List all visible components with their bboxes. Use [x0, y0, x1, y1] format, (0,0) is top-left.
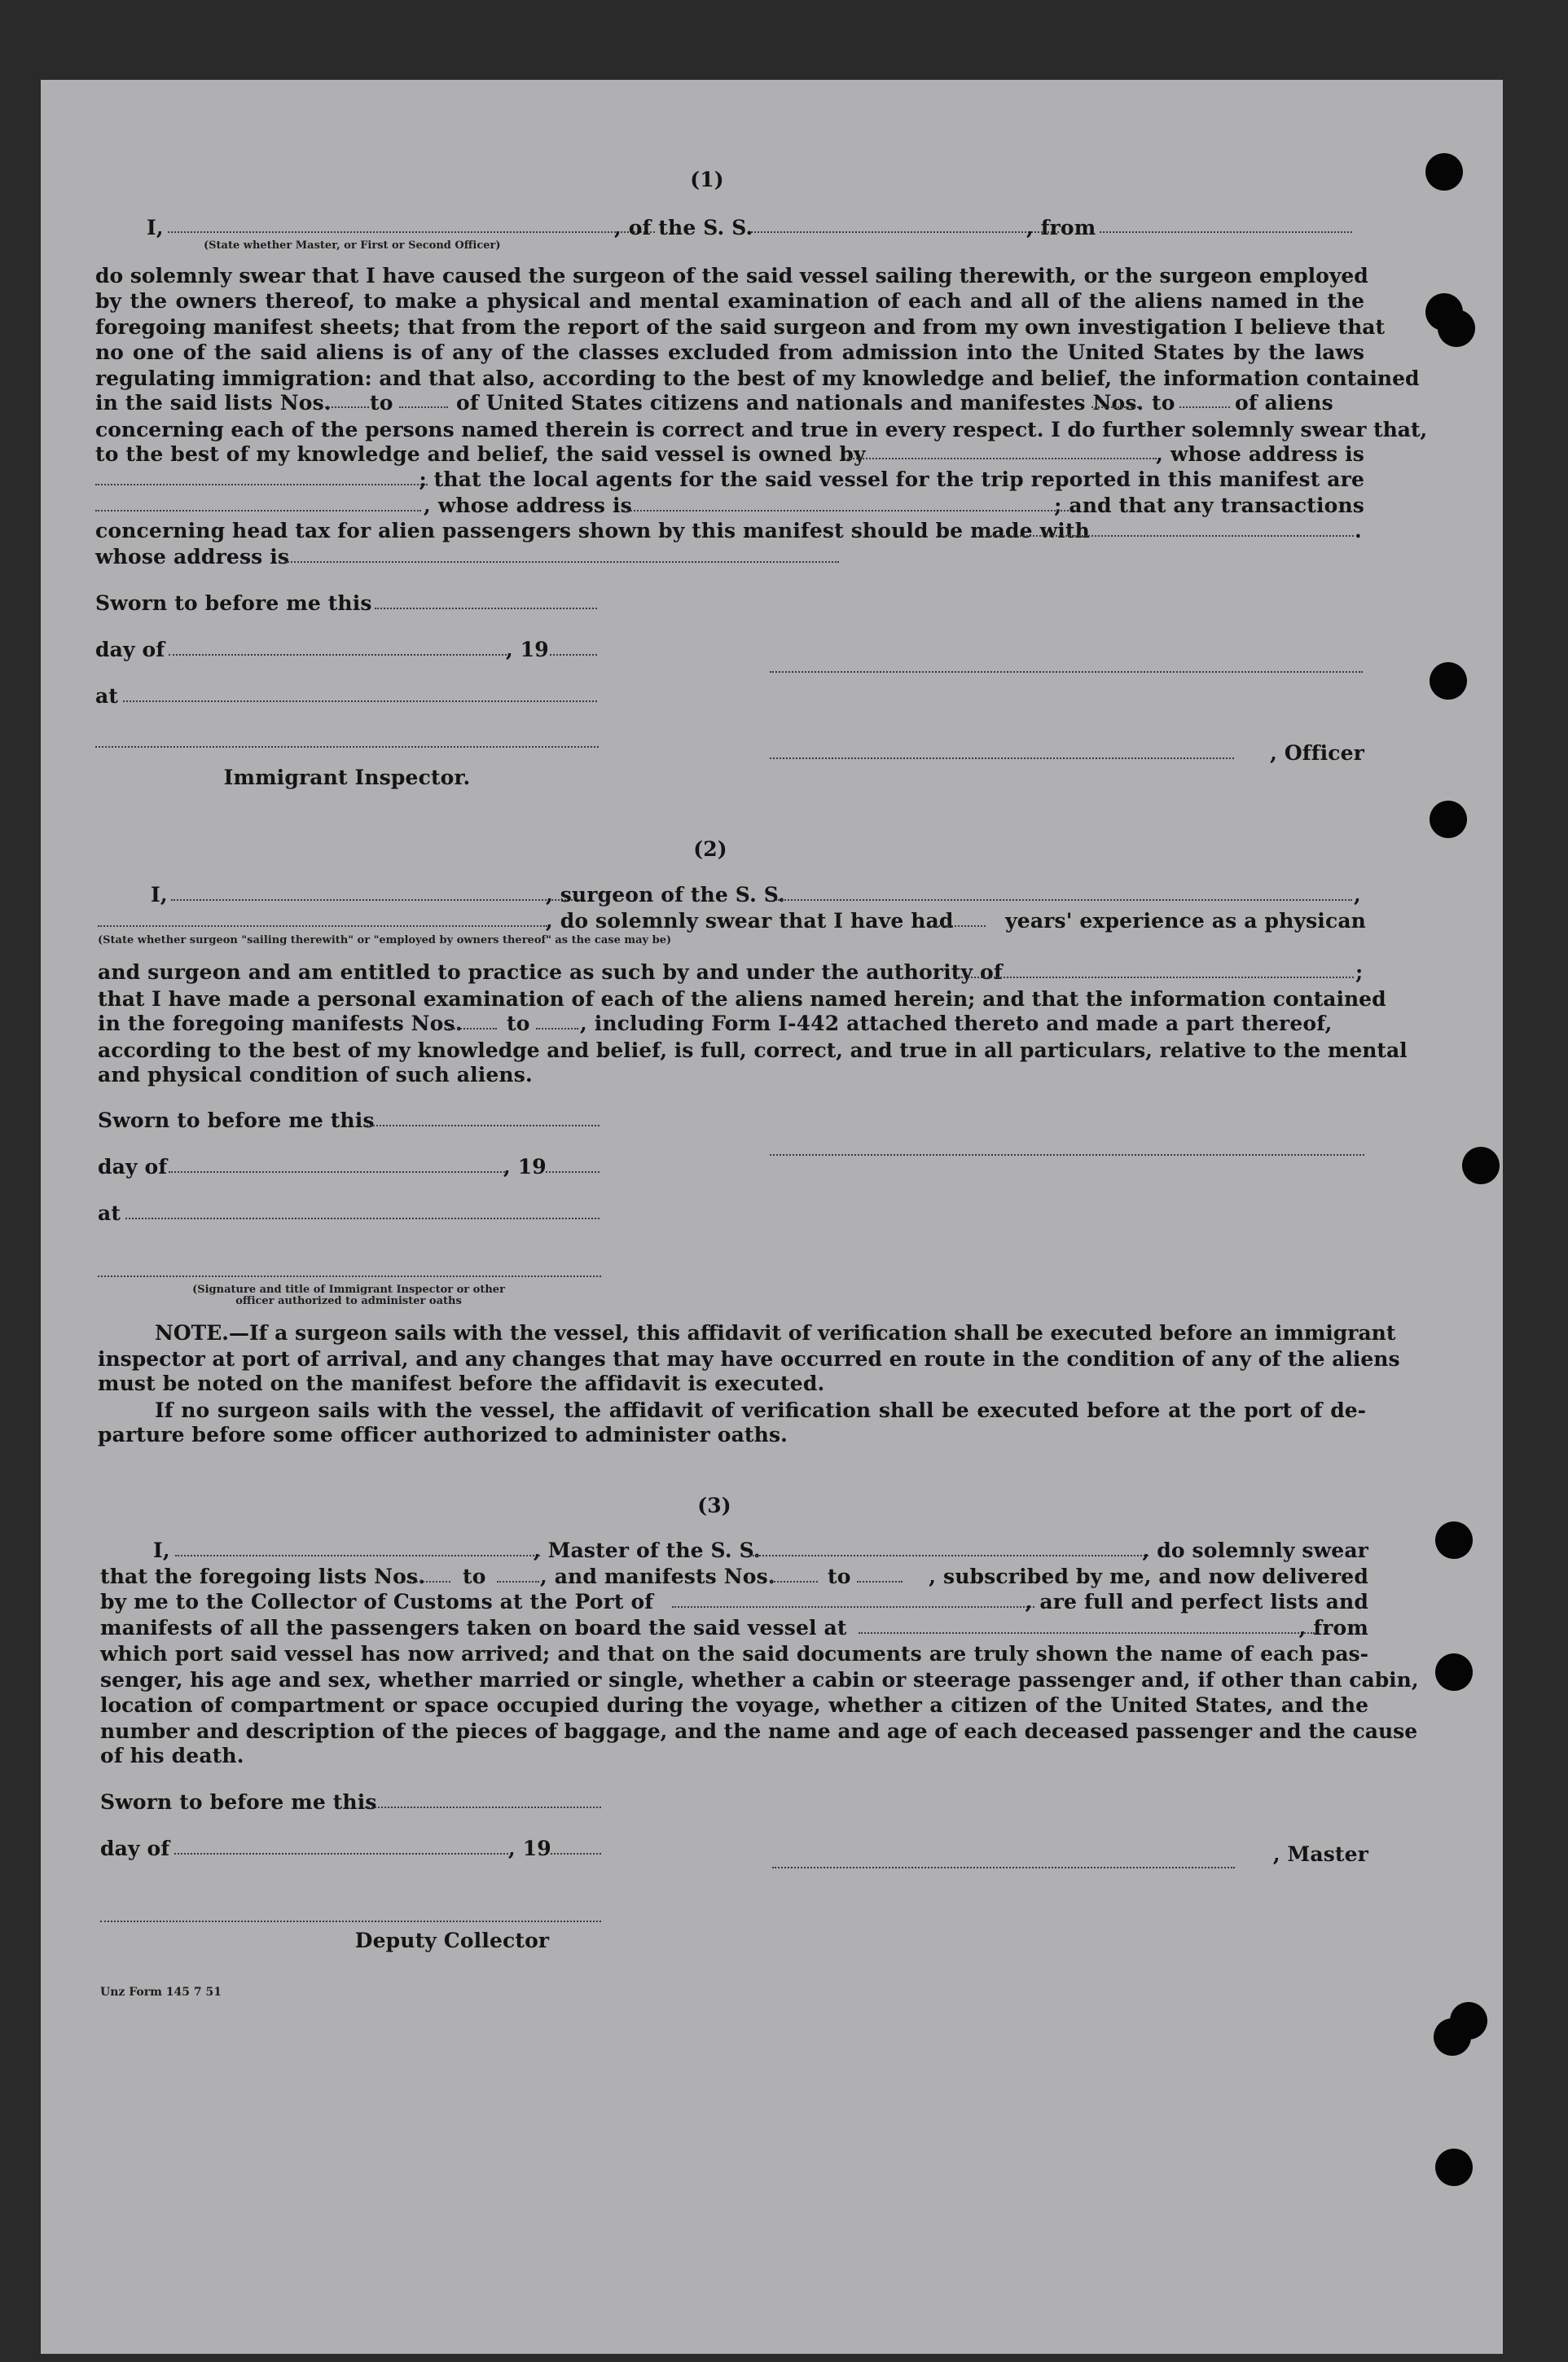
note-line: If no surgeon sails with the vessel, the affidavit of verification shall be executed before at the port of de- [155, 1398, 1366, 1422]
section-3-line: location of compartment or space occupied during the voyage, whether a citizen of the United States, and the [100, 1693, 1368, 1717]
manifests-nos-label: , and manifests Nos. [540, 1565, 775, 1588]
master-month-field[interactable] [174, 1853, 508, 1855]
officer-signature-field[interactable] [770, 671, 1363, 673]
master-lists-to-field[interactable] [497, 1581, 539, 1583]
surgeon-month-field[interactable] [169, 1171, 505, 1173]
master-label: , Master [1272, 1842, 1368, 1866]
local-agents-label: ; that the local agents for the said vessel for the trip reported in this manifest are [419, 468, 1364, 491]
section-1-line: no one of the said aliens is of any of the classes excluded from admission into the United States by the laws [95, 340, 1364, 364]
master-sworn-date-field[interactable] [365, 1807, 601, 1808]
to-label: to [1152, 391, 1175, 415]
deputy-collector-signature-field[interactable] [100, 1921, 601, 1922]
master-lists-from-field[interactable] [403, 1581, 450, 1583]
year-label: , 19 [508, 1837, 551, 1860]
signature-note: officer authorized to administer oaths [235, 1295, 462, 1307]
surgeon-manifests-from-field[interactable] [448, 1028, 497, 1030]
binder-hole [1438, 310, 1475, 347]
at-label: at [98, 1201, 121, 1225]
manifests-nos-label: in the foregoing manifests Nos. [98, 1012, 463, 1035]
form-page [41, 80, 1503, 2354]
surgeon-manifests-to-field[interactable] [536, 1028, 578, 1030]
owned-by-label: to the best of my knowledge and belief, the said vessel is owned by [95, 442, 866, 466]
section-3-line: of his death. [100, 1744, 244, 1767]
authority-field[interactable] [958, 977, 1354, 978]
day-of-label: day of [95, 638, 165, 661]
section-3-line: number and description of the pieces of baggage, and the name and age of each deceased passenger and the cause [100, 1719, 1418, 1743]
manifests-to-field[interactable] [1179, 406, 1230, 408]
master-year-field[interactable] [551, 1853, 601, 1855]
of-ss-label: , of the S. S. [614, 216, 753, 239]
vessel-name-field[interactable] [751, 231, 1059, 233]
years-experience-field[interactable] [932, 925, 986, 927]
master-of-ss-label: , Master of the S. S. [534, 1539, 761, 1562]
note-line: must be noted on the manifest before the affidavit is executed. [98, 1372, 825, 1395]
to-label: to [370, 391, 393, 415]
note-line: inspector at port of arrival, and any changes that may have occurred en route in the condition of any of the aliens [98, 1347, 1400, 1371]
binder-hole [1435, 1521, 1473, 1559]
taken-on-board-label: manifests of all the passengers taken on board the said vessel at [100, 1616, 847, 1640]
section-3-line: senger, his age and sex, whether married or single, whether a cabin or steerage passenger and, if other than cabin, [100, 1668, 1419, 1692]
binder-hole [1462, 1147, 1500, 1184]
binder-hole [1430, 801, 1467, 838]
master-manifests-to-field[interactable] [857, 1581, 903, 1583]
master-swear-label: , do solemnly swear [1142, 1539, 1368, 1562]
lists-nos-label: in the said lists Nos. [95, 391, 332, 415]
master-manifests-from-field[interactable] [771, 1581, 818, 1583]
section-2-line: and physical condition of such aliens. [98, 1063, 533, 1087]
officer-title-field[interactable] [770, 757, 1234, 759]
sworn-date-field[interactable] [375, 608, 597, 609]
head-tax-field[interactable] [987, 535, 1354, 537]
officer-note: (State whether Master, or First or Second Officer) [204, 239, 501, 252]
surgeon-swear-label: , do solemnly swear that I have had [546, 909, 954, 933]
port-field[interactable] [672, 1606, 1034, 1608]
year-label: , 19 [503, 1155, 547, 1179]
surgeon-name-field[interactable] [171, 899, 585, 901]
at-label: at [95, 684, 119, 708]
citizens-label: of United States citizens and nationals and manifestes Nos. [456, 391, 1144, 415]
officer-label: , Officer [1270, 741, 1364, 765]
surgeon-year-field[interactable] [546, 1171, 600, 1173]
signature-note: (Signature and title of Immigrant Inspector or other [192, 1284, 505, 1296]
lists-from-field[interactable] [322, 406, 369, 408]
head-tax-address-field[interactable] [285, 561, 839, 563]
surgeon-place-field[interactable] [125, 1218, 600, 1219]
surgeon-sworn-date-field[interactable] [363, 1125, 600, 1126]
to-label: to [507, 1012, 530, 1035]
surgeon-of-ss-label: , surgeon of the S. S. [546, 883, 785, 907]
month-field[interactable] [169, 654, 507, 656]
surgeon-inspector-signature-field[interactable] [98, 1275, 601, 1277]
binder-hole [1425, 153, 1463, 191]
from-label: , from [1026, 216, 1096, 239]
embark-port-field[interactable] [859, 1632, 1315, 1634]
lists-nos-label: that the foregoing lists Nos. [100, 1565, 426, 1588]
section-1-line: concerning each of the persons named therein is correct and true in every respect. I do further solemnly swear that, [95, 418, 1428, 441]
binder-hole [1430, 662, 1467, 700]
owner-field[interactable] [847, 458, 1157, 459]
surgeon-vessel-field[interactable] [775, 899, 1352, 901]
year-label: , 19 [506, 638, 549, 661]
master-vessel-field[interactable] [749, 1555, 1149, 1556]
binder-hole [1435, 2149, 1473, 2186]
collector-label: by me to the Collector of Customs at the Port of [100, 1590, 654, 1613]
immigrant-inspector-label: Immigrant Inspector. [223, 766, 471, 789]
sworn-label: Sworn to before me this [98, 1109, 375, 1132]
agent-address-label: , whose address is [424, 494, 632, 517]
from-port-field[interactable] [1100, 231, 1352, 233]
note-line: parture before some officer authorized to administer oaths. [98, 1423, 788, 1447]
transactions-label: ; and that any transactions [1054, 494, 1364, 517]
binder-hole [1450, 2002, 1487, 2039]
form-i442-label: , including Form I-442 attached thereto and made a part thereof, [580, 1012, 1333, 1035]
comma: , [1354, 883, 1361, 907]
place-field[interactable] [123, 700, 597, 702]
years-experience-label: years' experience as a physican [1005, 909, 1366, 933]
owner-address-field[interactable] [95, 484, 428, 485]
officer-name-field[interactable] [168, 231, 655, 233]
binder-hole [1435, 1653, 1473, 1691]
surgeon-status-field[interactable] [98, 925, 547, 927]
section-1-i: I, [147, 216, 164, 239]
section-2-line: according to the best of my knowledge and belief, is full, correct, and true in all particulars, relative to the mental [98, 1038, 1408, 1062]
whose-address-label: , whose address is [1156, 442, 1364, 466]
semicolon: ; [1355, 960, 1364, 984]
sworn-label: Sworn to before me this [95, 591, 372, 615]
sworn-label: Sworn to before me this [100, 1790, 377, 1814]
deputy-collector-label: Deputy Collector [354, 1929, 550, 1952]
lists-to-field[interactable] [399, 406, 448, 408]
inspector-signature-field[interactable] [95, 746, 599, 748]
day-of-label: day of [98, 1155, 168, 1179]
to-label: to [463, 1565, 486, 1588]
section-1-number: (1) [690, 168, 724, 191]
agent-address-field[interactable] [623, 510, 1075, 511]
master-name-field[interactable] [175, 1555, 540, 1556]
section-2-line: that I have made a personal examination of each of the aliens named herein; and that the information contained [98, 987, 1386, 1011]
from-label: , from [1298, 1616, 1368, 1640]
section-3-i: I, [153, 1539, 170, 1562]
section-1-line: foregoing manifest sheets; that from the report of the said surgeon and from my own investigation I believe that [95, 315, 1386, 339]
section-1-line: do solemnly swear that I have caused the surgeon of the said vessel sailing therewith, or the surgeon employed [95, 264, 1368, 288]
local-agents-field[interactable] [95, 510, 421, 511]
section-3-number: (3) [697, 1494, 731, 1517]
to-label: to [828, 1565, 851, 1588]
section-2-i: I, [151, 883, 168, 907]
manifests-from-field[interactable] [1091, 406, 1142, 408]
subscribed-label: , subscribed by me, and now delivered [929, 1565, 1368, 1588]
note-line: NOTE.—If a surgeon sails with the vessel, this affidavit of verification shall be executed before an immigrant [155, 1321, 1396, 1345]
year-field[interactable] [550, 654, 597, 656]
perfect-lists-label: , are full and perfect lists and [1025, 1590, 1368, 1613]
master-signature-field[interactable] [772, 1867, 1235, 1868]
form-number: Unz Form 145 7 51 [100, 1986, 222, 1999]
section-1-line: regulating immigration: and that also, according to the best of my knowledge and belief, the information contained [95, 367, 1420, 390]
section-3-line: which port said vessel has now arrived; and that on the said documents are truly shown the name of each pas- [100, 1642, 1368, 1666]
surgeon-signature-field[interactable] [770, 1154, 1364, 1156]
whose-address-label: whose address is [95, 545, 290, 569]
section-1-line: by the owners thereof, to make a physical and mental examination of each and all of the aliens named in the [95, 289, 1364, 313]
day-of-label: day of [100, 1837, 170, 1860]
head-tax-label: concerning head tax for alien passengers shown by this manifest should be made with [95, 519, 1090, 542]
surgeon-note: (State whether surgeon "sailing therewith" or "employed by owners thereof" as the case may be) [98, 934, 672, 946]
section-2-number: (2) [693, 837, 727, 861]
period: . [1355, 519, 1362, 542]
authority-label: and surgeon and am entitled to practice as such by and under the authority of [98, 960, 1003, 984]
aliens-label: of aliens [1235, 391, 1333, 415]
